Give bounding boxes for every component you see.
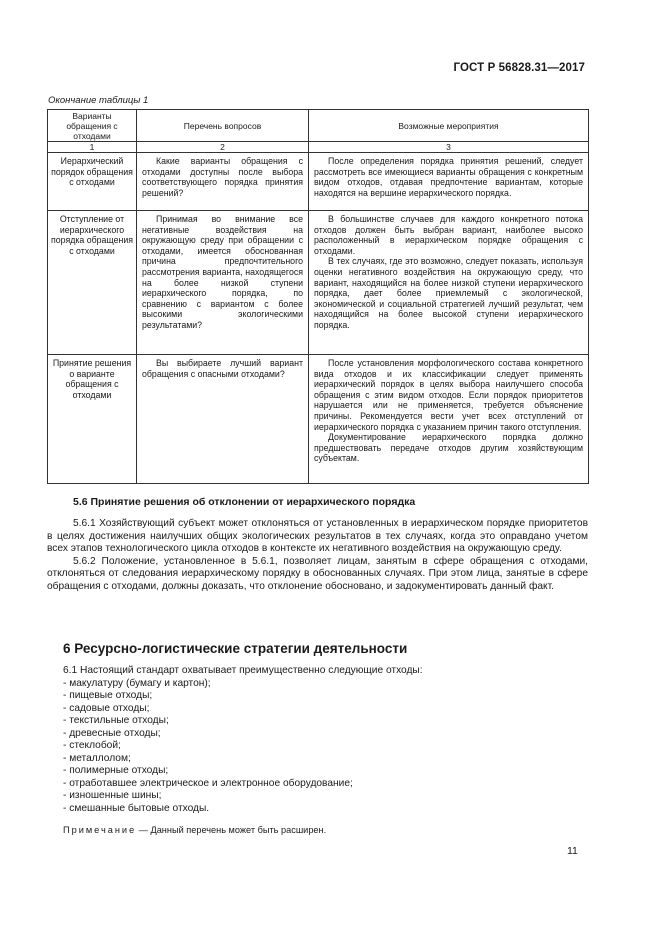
standard-code: ГОСТ Р 56828.31—2017 (453, 62, 585, 74)
measures-cell (309, 211, 589, 355)
paragraph-5-6-2: 5.6.2 Положение, установленное в 5.6.1, позволяет лицам, занятым в сфере обращения с отходами, отклоняться от следования иерархическому порядку в обоснованных случаях. При этом лица, занятые в сфере обращения с отходами, должны доказать, что отклонение обосновано, и задокументировать данный факт. (47, 555, 588, 592)
note-text: — Данный перечень может быть расширен. (136, 825, 327, 835)
measures-cell (309, 153, 589, 211)
paragraph-5-6-1: 5.6.1 Хозяйствующий субъект может отклоняться от установленных в иерархическом порядке приоритетов в целях достижения наилучших общих экологических результатов в тех случаях, когда это оправдано учетом всех этапов технологического цикла отходов в контексте их негативного воздействия на окружающую среду. (47, 518, 588, 555)
question-text: Какие варианты обращения с отходами доступны после выбора соответствующего порядка принятия решений? (142, 156, 303, 198)
column-number: 1 (48, 142, 137, 153)
column-header: Варианты обращения с отходами (48, 110, 137, 142)
measure-paragraph: В тех случаях, где это возможно, следует показать, используя оценки негативного воздействия на окружающую среду, что вариант, находящийся на более низкой ступени иерархического порядка, дает более приемлемый с экологической, экономической и социальной стратегией лучший результат, чем находящийся на более высокой ступени иерархического порядка. (314, 256, 583, 330)
list-intro: 6.1 Настоящий стандарт охватывает преимущественно следующие отходы: (63, 665, 423, 676)
list-item: - отработавшее электрическое и электронное оборудование; (63, 777, 353, 789)
table-header-row (48, 110, 589, 142)
measure-paragraph: Документирование иерархического порядка должно предшествовать передаче отходов другим хозяйствующим субъектам. (314, 432, 583, 464)
question-text: Вы выбираете лучший вариант обращения с опасными отходами? (142, 358, 303, 379)
list-item: - макулатуру (бумагу и картон); (63, 677, 211, 689)
note-label: Примечание (63, 825, 137, 835)
page-number: 11 (567, 845, 578, 857)
waste-list (63, 665, 423, 815)
question-cell (137, 355, 309, 484)
column-header: Возможные мероприятия (309, 110, 589, 142)
table-caption: Окончание таблицы 1 (48, 95, 149, 106)
table-row (48, 211, 589, 355)
question-cell (137, 211, 309, 355)
section-6-heading: 6 Ресурсно-логистические стратегии деятельности (63, 641, 408, 656)
column-number: 2 (137, 142, 309, 153)
measure-paragraph: В большинстве случаев для каждого конкретного потока отходов должен быть выбран вариант, наиболее высоко расположенный в иерархическом порядке обращения с отходами. (314, 214, 583, 256)
section-5-6-body (47, 518, 588, 594)
option-cell: Иерархический порядок обращения с отходами (48, 153, 137, 211)
measure-paragraph: После установления морфологического состава конкретного вида отходов и их классификации следует применять иерархический порядок в целях выбора наилучшего способа обращения с этим видом отходов. Если порядок приоритетов нарушается или не применяется, требуется объяснение причины. Рекомендуется вести учет всех отступлений от иерархического порядка с указанием причин такого отступления. (314, 358, 583, 432)
table-row (48, 153, 589, 211)
column-number-row (48, 142, 589, 153)
list-item: - текстильные отходы; (63, 715, 169, 726)
question-text: Принимая во внимание все негативные воздействия на окружающую среду при обращении с отходами, имеется обоснованная причина предпочтительного рассмотрения варианта, находящегося на более низкой ступени иерархического порядка, по сравнению с вариантом с более высокими экологическими результатами? (142, 214, 303, 330)
measures-cell (309, 355, 589, 484)
list-item: - металлолом; (63, 752, 131, 764)
list-item: - пищевые отходы; (63, 690, 153, 701)
note (63, 825, 326, 835)
question-cell (137, 153, 309, 211)
measures-table (47, 109, 589, 484)
list-item: - смешанные бытовые отходы. (63, 802, 210, 814)
list-item: - садовые отходы; (63, 702, 150, 714)
list-item: - изношенные шины; (63, 790, 162, 801)
option-cell: Отступление от иерархического порядка обращения с отходами (48, 211, 137, 355)
column-number: 3 (309, 142, 589, 153)
column-header: Перечень вопросов (137, 110, 309, 142)
table-row (48, 355, 589, 484)
measure-paragraph: После определения порядка принятия решений, следует рассмотреть все имеющиеся варианты обращения с конкретным видом отходов, отдавая предпочтение вариантам, которые находятся на вершине иерархического порядка. (314, 156, 583, 198)
list-item: - полимерные отходы; (63, 765, 169, 776)
option-cell: Принятие решения о варианте обращения с отходами (48, 355, 137, 484)
list-item: - стеклобой; (63, 740, 121, 751)
section-5-6-heading: 5.6 Принятие решения об отклонении от иерархического порядка (73, 496, 416, 508)
list-item: - древесные отходы; (63, 727, 161, 739)
